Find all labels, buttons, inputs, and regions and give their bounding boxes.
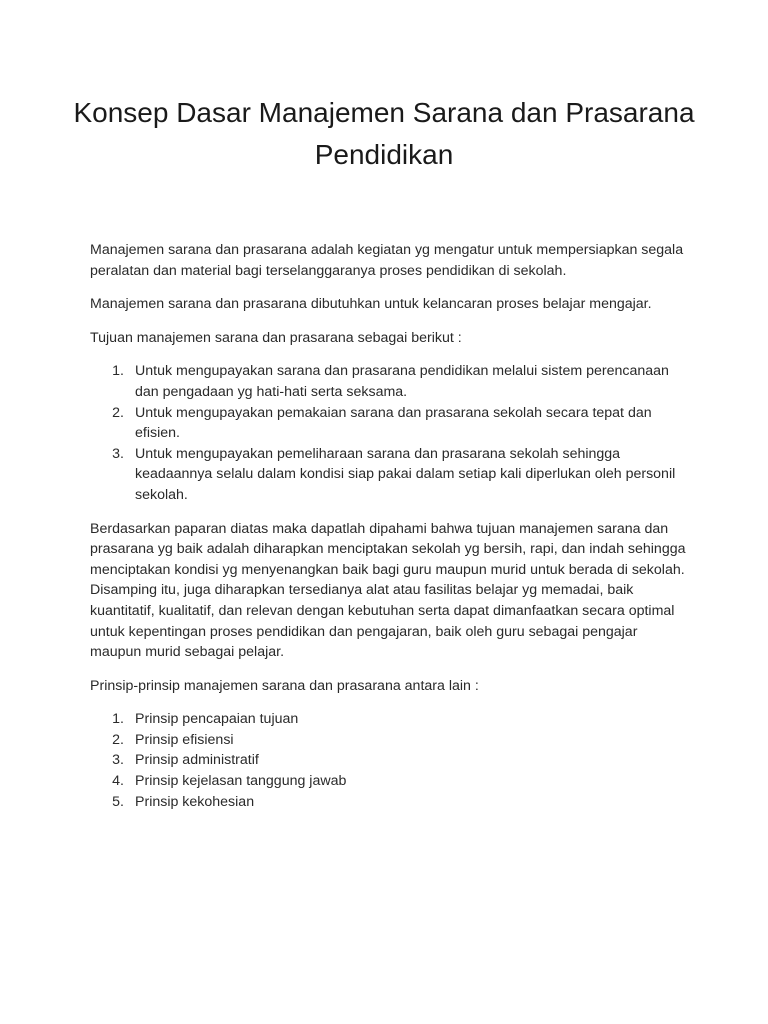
paragraph-summary: Berdasarkan paparan diatas maka dapatlah dipahami bahwa tujuan manajemen sarana dan prasarana yg baik adalah diharapkan menciptakan sekolah yg bersih, rapi, dan indah sehingga menciptakan kondisi yg menyenangkan baik bagi guru maupun murid untuk berada di sekolah. Disamping itu, juga diharapkan tersedianya alat atau fasilitas belajar yg memadai, baik kuantitatif, kualitatif, dan relevan dengan kebutuhan serta dapat dimanfaatkan secara optimal untuk kepentingan proses pendidikan dan pengajaran, baik oleh guru sebagai pengajar maupun murid sebagai pelajar. (90, 520, 686, 661)
paragraph-prinsip-intro: Prinsip-prinsip manajemen sarana dan prasarana antara lain : (90, 677, 479, 694)
paragraph-tujuan-intro: Tujuan manajemen sarana dan prasarana sebagai berikut : (90, 329, 462, 346)
list-number: 1. (112, 711, 124, 728)
prinsip-list (90, 709, 690, 812)
paragraph-need: Manajemen sarana dan prasarana dibutuhkan untuk kelancaran proses belajar mengajar. (90, 296, 652, 313)
list-text: Prinsip kekohesian (135, 793, 255, 810)
list-item (90, 361, 690, 402)
list-item (90, 709, 690, 730)
list-text: Prinsip administratif (135, 752, 259, 769)
list-number: 3. (112, 445, 124, 462)
document-body (90, 240, 690, 825)
paragraph-definition: Manajemen sarana dan prasarana adalah kegiatan yg mengatur untuk mempersiapkan segala peralatan dan material bagi terselanggaranya proses pendidikan di sekolah. (90, 242, 684, 279)
list-text: Prinsip pencapaian tujuan (135, 711, 299, 728)
list-item (90, 403, 690, 444)
list-item (90, 750, 690, 771)
list-number: 2. (112, 731, 124, 748)
list-text: Prinsip efisiensi (135, 731, 234, 748)
list-number: 4. (112, 773, 124, 790)
list-item (90, 444, 690, 506)
tujuan-list (90, 361, 690, 505)
document-title: Konsep Dasar Manajemen Sarana dan Prasarana Pendidikan (73, 97, 695, 170)
list-text: Untuk mengupayakan sarana dan prasarana pendidikan melalui sistem perencanaan dan pengadaan yg hati-hati serta seksama. (135, 363, 669, 400)
list-item (90, 792, 690, 813)
list-number: 3. (112, 752, 124, 769)
list-text: Untuk mengupayakan pemeliharaan sarana dan prasarana sekolah sehingga keadaannya selalu dalam kondisi siap pakai dalam setiap kali diperlukan oleh personil sekolah. (135, 445, 676, 503)
list-number: 1. (112, 363, 124, 380)
list-number: 5. (112, 793, 124, 810)
list-text: Untuk mengupayakan pemakaian sarana dan prasarana sekolah secara tepat dan efisien. (135, 404, 652, 442)
list-item (90, 771, 690, 792)
list-item (90, 730, 690, 751)
list-text: Prinsip kejelasan tanggung jawab (135, 773, 347, 790)
list-number: 2. (112, 404, 124, 421)
